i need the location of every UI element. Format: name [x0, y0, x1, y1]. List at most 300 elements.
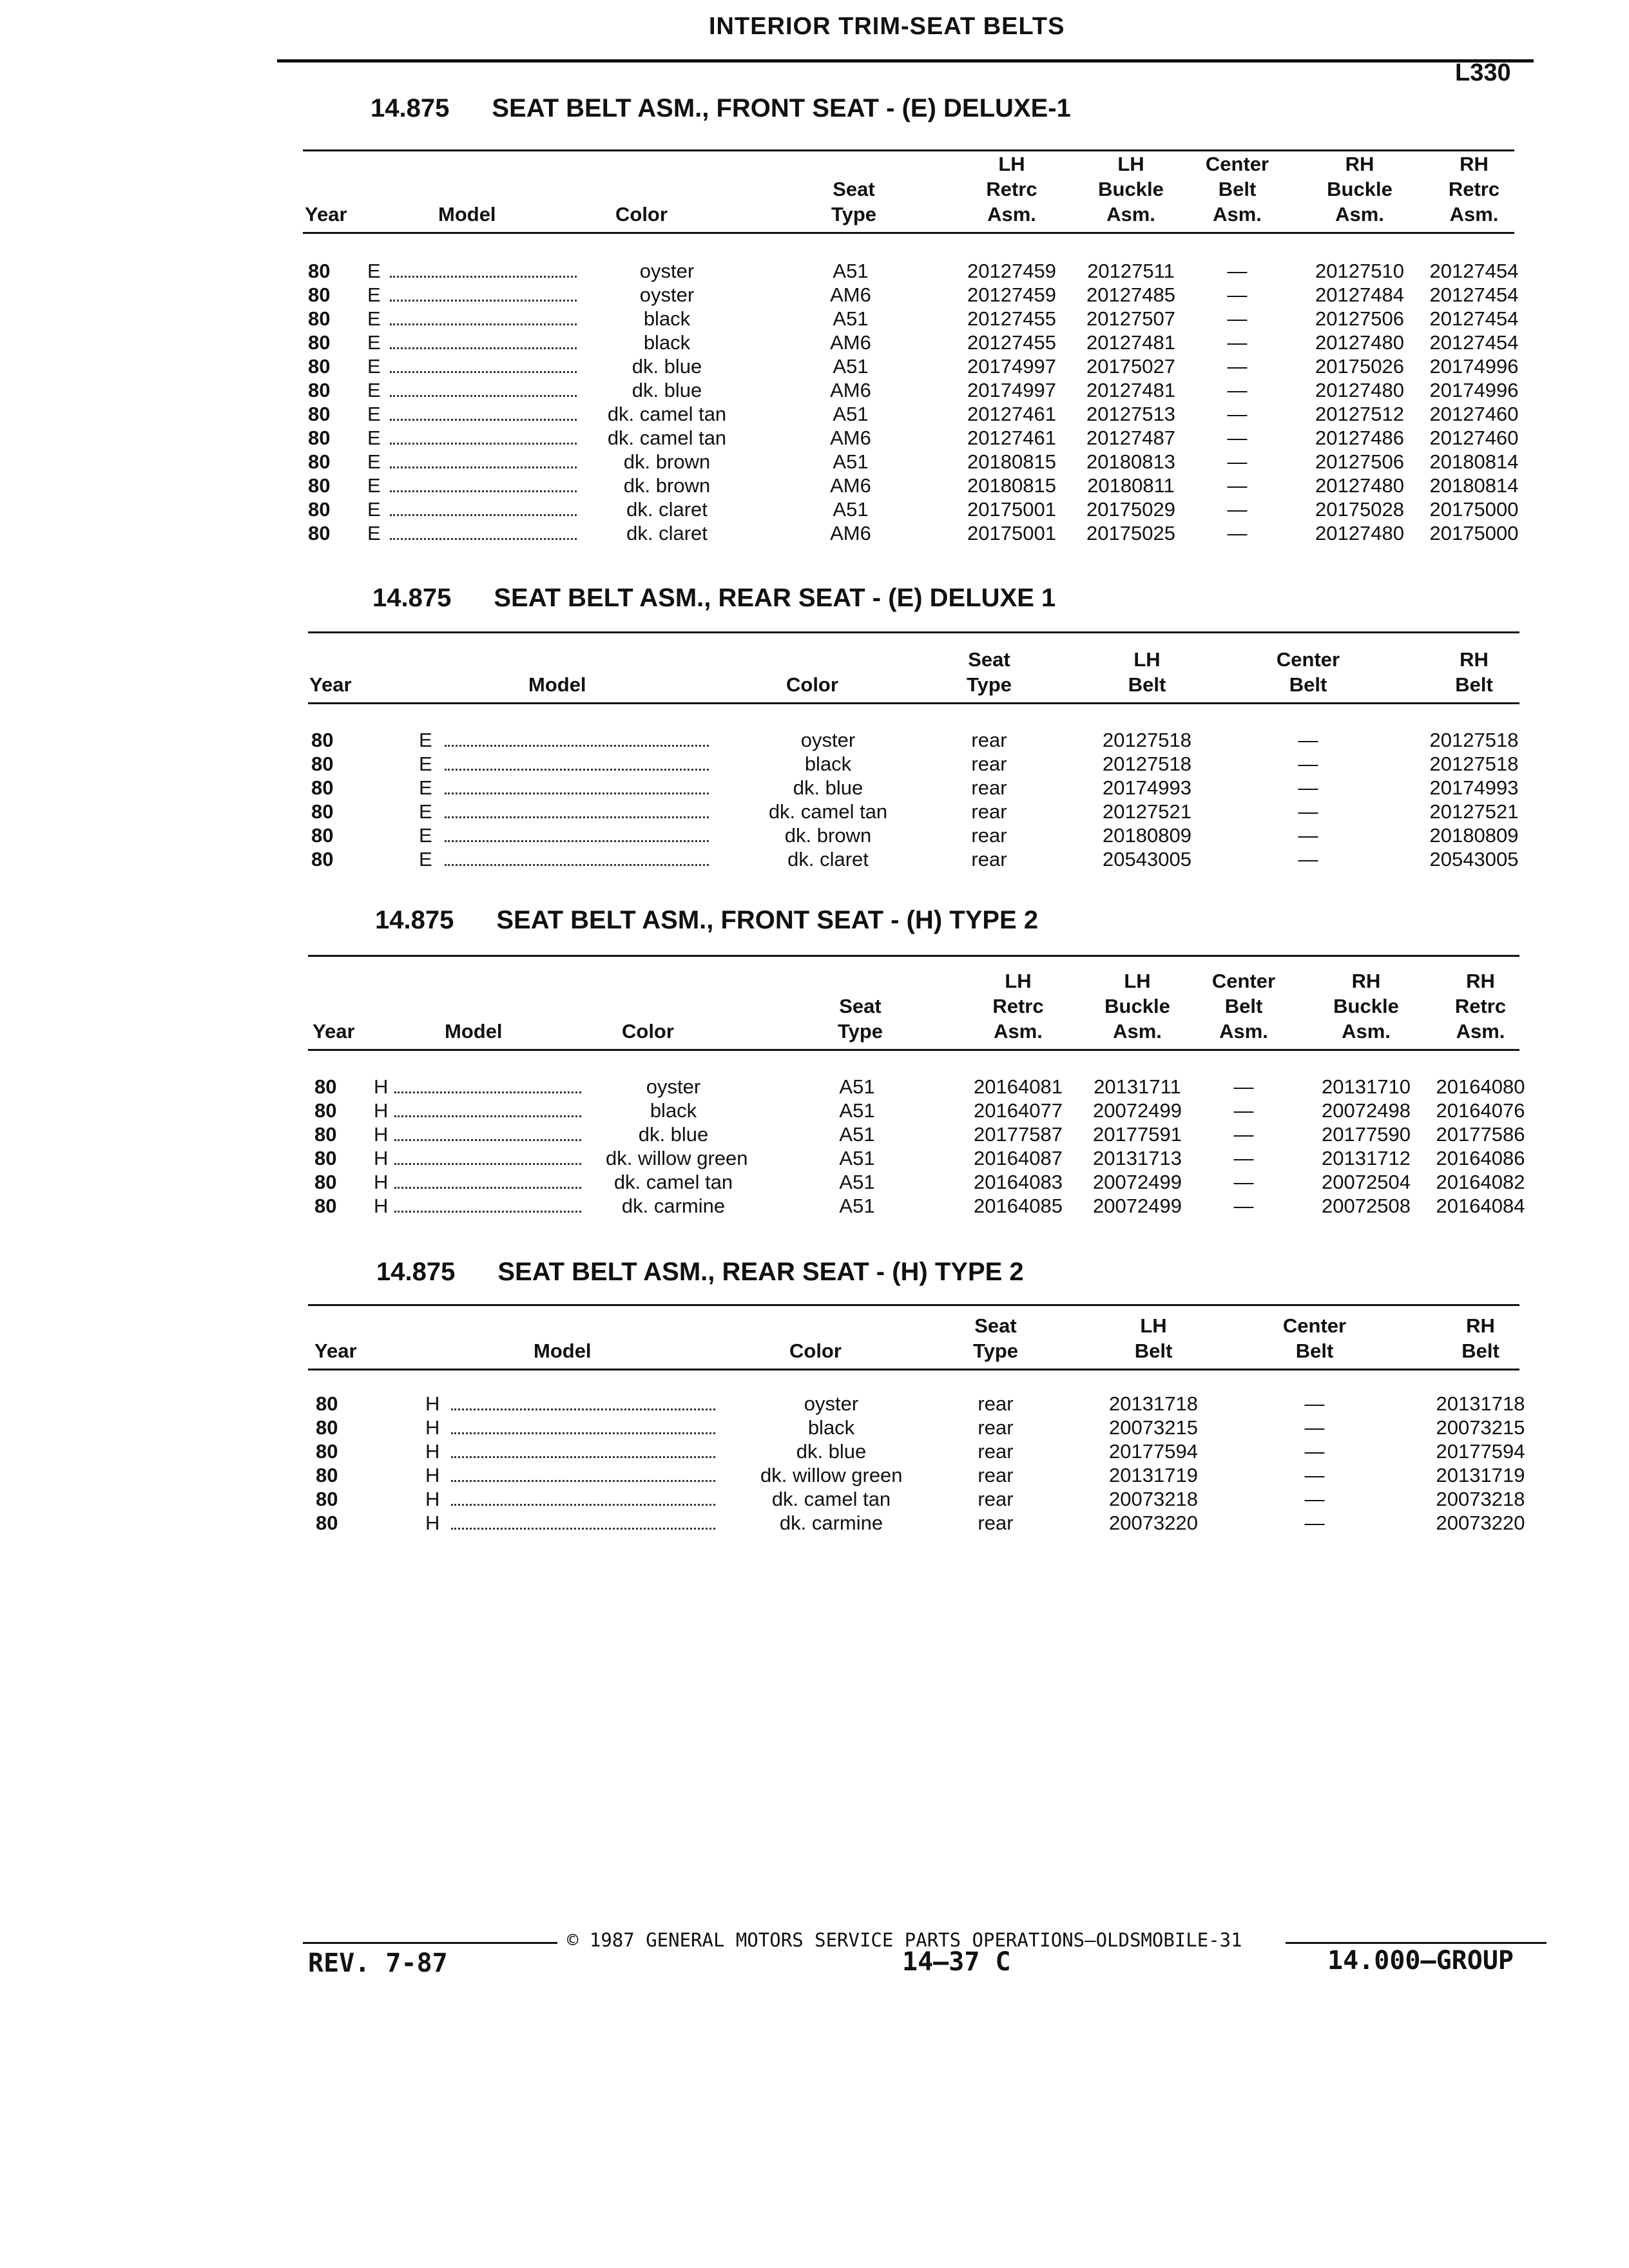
section-title	[375, 906, 1038, 935]
part-cell: 20175029	[1086, 498, 1175, 521]
column-header: LH Belt	[1134, 1314, 1173, 1362]
dot-leader	[394, 1187, 581, 1189]
part-cell: —	[1233, 1075, 1254, 1098]
header-rule	[303, 232, 1514, 234]
year-cell: 80	[314, 1195, 337, 1217]
part-cell: 20127518	[1103, 753, 1191, 775]
year-cell: 80	[311, 848, 334, 870]
part-cell: 20127521	[1103, 800, 1191, 823]
column-header: Model	[438, 203, 496, 226]
part-cell: 20177594	[1109, 1440, 1198, 1463]
part-cell: —	[1298, 824, 1318, 847]
section-title	[376, 1258, 1024, 1287]
part-cell: 20175001	[967, 498, 1056, 521]
column-header: RH Belt	[1455, 648, 1493, 696]
column-header: Center Belt Asm.	[1205, 153, 1269, 226]
part-cell: 20164084	[1436, 1195, 1525, 1217]
part-cell: 20127487	[1086, 427, 1175, 449]
model-cell: H	[374, 1075, 389, 1098]
dot-leader	[394, 1091, 581, 1093]
year-cell: 80	[308, 474, 331, 497]
part-cell: 20127459	[967, 284, 1056, 306]
model-cell: E	[419, 776, 432, 799]
column-header: Seat Type	[966, 648, 1012, 696]
model-cell: E	[419, 800, 432, 823]
column-header: Center Belt	[1282, 1314, 1347, 1362]
part-cell: 20164086	[1436, 1147, 1525, 1169]
footer-rule-right	[1286, 1942, 1547, 1944]
part-cell: 20177591	[1093, 1123, 1182, 1146]
section-heading: SEAT BELT ASM., FRONT SEAT - (E) DELUXE-1	[492, 94, 1071, 122]
part-cell: 20127484	[1315, 284, 1404, 306]
group-label: 14.000—GROUP	[1327, 1946, 1514, 1975]
part-cell: —	[1227, 284, 1248, 306]
column-header: LH Buckle Asm.	[1098, 153, 1164, 226]
part-cell: A51	[839, 1195, 875, 1217]
part-cell: 20127480	[1315, 474, 1404, 497]
part-cell: 20180814	[1429, 474, 1519, 497]
model-cell: E	[367, 403, 381, 425]
part-cell: —	[1304, 1464, 1325, 1486]
part-cell: rear	[971, 824, 1007, 847]
year-cell: 80	[314, 1075, 337, 1098]
color-cell: dk. camel tan	[613, 1171, 733, 1193]
part-cell: 20127455	[967, 331, 1056, 354]
part-cell: 20127455	[967, 307, 1056, 330]
model-cell: E	[419, 848, 432, 870]
part-cell: A51	[833, 307, 869, 330]
year-cell: 80	[308, 379, 331, 401]
part-cell: 20127485	[1086, 284, 1175, 306]
model-cell: E	[367, 450, 381, 473]
column-header: Seat Type	[837, 995, 883, 1043]
model-cell: H	[374, 1171, 389, 1193]
part-cell: 20073215	[1436, 1416, 1525, 1439]
year-cell: 80	[314, 1147, 337, 1169]
column-header: Year	[314, 1340, 357, 1362]
part-cell: 20177586	[1436, 1123, 1525, 1146]
model-cell: H	[374, 1147, 389, 1169]
year-cell: 80	[316, 1488, 338, 1510]
part-cell: rear	[971, 729, 1007, 751]
dot-leader	[451, 1528, 715, 1530]
part-cell: 20072499	[1093, 1171, 1182, 1193]
part-cell: 20180814	[1429, 450, 1519, 473]
dot-leader	[451, 1408, 715, 1410]
part-cell: —	[1298, 800, 1318, 823]
part-cell: —	[1304, 1512, 1325, 1534]
part-cell: 20127461	[967, 427, 1056, 449]
year-cell: 80	[308, 450, 331, 473]
part-cell: 20180815	[967, 474, 1056, 497]
part-cell: 20127512	[1315, 403, 1404, 425]
column-header: RH Buckle Asm.	[1333, 970, 1399, 1043]
year-cell: 80	[308, 331, 331, 354]
column-header: Model	[528, 673, 586, 696]
color-cell: dk. carmine	[621, 1195, 726, 1217]
part-cell: 20127460	[1429, 427, 1519, 449]
section-number: 14.875	[375, 906, 454, 934]
color-cell: oyster	[639, 260, 695, 282]
column-header: RH Buckle Asm.	[1327, 153, 1393, 226]
model-cell: E	[367, 474, 381, 497]
part-cell: 20177587	[974, 1123, 1063, 1146]
part-cell: —	[1233, 1123, 1254, 1146]
part-cell: —	[1227, 450, 1248, 473]
part-cell: 20127513	[1086, 403, 1175, 425]
year-cell: 80	[316, 1440, 338, 1463]
part-cell: 20164080	[1436, 1075, 1525, 1098]
model-cell: H	[374, 1099, 389, 1122]
year-cell: 80	[314, 1123, 337, 1146]
part-cell: A51	[833, 355, 869, 378]
part-cell: 20164083	[974, 1171, 1063, 1193]
column-header: Seat Type	[831, 178, 877, 226]
part-cell: 20072498	[1322, 1099, 1411, 1122]
dot-leader	[451, 1480, 715, 1482]
part-cell: 20127521	[1429, 800, 1519, 823]
model-cell: E	[367, 522, 381, 544]
part-cell: 20164077	[974, 1099, 1063, 1122]
column-header: Year	[305, 203, 347, 226]
column-header: Color	[622, 1020, 674, 1043]
model-cell: E	[419, 729, 432, 751]
color-cell: dk. carmine	[779, 1512, 883, 1534]
color-cell: dk. camel tan	[768, 800, 888, 823]
part-cell: 20177594	[1436, 1440, 1525, 1463]
part-cell: 20072499	[1093, 1195, 1182, 1217]
part-cell: 20127460	[1429, 403, 1519, 425]
part-cell: 20164076	[1436, 1099, 1525, 1122]
color-cell: oyster	[800, 729, 856, 751]
copyright-notice: © 1987 GENERAL MOTORS SERVICE PARTS OPERATIONS—OLDSMOBILE-31	[567, 1929, 1242, 1951]
year-cell: 80	[316, 1512, 338, 1534]
part-cell: 20131718	[1109, 1392, 1198, 1415]
part-cell: 20127481	[1086, 379, 1175, 401]
column-header: RH Belt	[1461, 1314, 1499, 1362]
part-cell: 20131710	[1322, 1075, 1411, 1098]
part-cell: A51	[839, 1099, 875, 1122]
dot-leader	[390, 538, 577, 540]
color-cell: dk. brown	[784, 824, 872, 847]
dot-leader	[445, 840, 709, 842]
column-header: Seat Type	[972, 1314, 1019, 1362]
part-cell: A51	[839, 1171, 875, 1193]
part-cell: rear	[971, 848, 1007, 870]
dot-leader	[390, 443, 577, 445]
part-cell: —	[1304, 1416, 1325, 1439]
part-cell: AM6	[830, 474, 871, 497]
column-header: LH Retrc Asm.	[986, 153, 1037, 226]
header-rule	[308, 1049, 1519, 1051]
model-cell: H	[425, 1416, 440, 1439]
part-cell: —	[1227, 307, 1248, 330]
part-cell: —	[1304, 1488, 1325, 1510]
part-cell: 20073218	[1109, 1488, 1198, 1510]
dot-leader	[445, 793, 709, 794]
model-cell: H	[425, 1440, 440, 1463]
part-cell: 20180809	[1429, 824, 1519, 847]
part-cell: 20174997	[967, 355, 1056, 378]
dot-leader	[390, 490, 577, 492]
part-cell: 20543005	[1429, 848, 1519, 870]
color-cell: dk. blue	[631, 379, 702, 401]
dot-leader	[390, 395, 577, 397]
color-cell: black	[804, 753, 852, 775]
part-cell: 20073220	[1436, 1512, 1525, 1534]
part-cell: A51	[839, 1147, 875, 1169]
column-header: Year	[309, 673, 352, 696]
part-cell: —	[1227, 331, 1248, 354]
part-cell: —	[1227, 522, 1248, 544]
part-cell: 20180815	[967, 450, 1056, 473]
year-cell: 80	[308, 403, 331, 425]
part-cell: 20127518	[1429, 729, 1519, 751]
year-cell: 80	[316, 1464, 338, 1486]
part-cell: 20127518	[1429, 753, 1519, 775]
column-header: LH Retrc Asm.	[992, 970, 1044, 1043]
section-heading: SEAT BELT ASM., REAR SEAT - (E) DELUXE 1	[494, 584, 1056, 612]
model-cell: E	[419, 753, 432, 775]
model-cell: E	[367, 307, 381, 330]
year-cell: 80	[308, 260, 331, 282]
part-cell: 20127506	[1315, 450, 1404, 473]
part-cell: 20072508	[1322, 1195, 1411, 1217]
part-cell: —	[1304, 1440, 1325, 1463]
model-cell: E	[367, 498, 381, 521]
part-cell: —	[1227, 474, 1248, 497]
part-cell: AM6	[830, 331, 871, 354]
part-cell: 20180811	[1087, 474, 1175, 497]
column-header: Year	[313, 1020, 355, 1043]
dot-leader	[390, 371, 577, 373]
part-cell: 20164081	[974, 1075, 1063, 1098]
part-cell: —	[1233, 1147, 1254, 1169]
part-cell: —	[1227, 379, 1248, 401]
part-cell: rear	[978, 1416, 1014, 1439]
color-cell: dk. willow green	[760, 1464, 903, 1486]
model-cell: H	[425, 1512, 440, 1534]
section-title	[372, 584, 1055, 613]
part-cell: 20127454	[1429, 260, 1519, 282]
dot-leader	[390, 300, 577, 302]
part-cell: 20127480	[1315, 379, 1404, 401]
part-cell: 20174996	[1429, 355, 1519, 378]
part-cell: A51	[839, 1075, 875, 1098]
part-cell: rear	[971, 800, 1007, 823]
part-cell: —	[1233, 1099, 1254, 1122]
section-top-rule	[308, 631, 1519, 633]
model-cell: H	[425, 1464, 440, 1486]
dot-leader	[390, 466, 577, 468]
column-header: Color	[615, 203, 668, 226]
part-cell: 20127506	[1315, 307, 1404, 330]
section-number: 14.875	[376, 1258, 456, 1286]
model-cell: E	[367, 355, 381, 378]
dot-leader	[445, 769, 709, 771]
dot-leader	[394, 1163, 581, 1165]
section-heading: SEAT BELT ASM., FRONT SEAT - (H) TYPE 2	[496, 906, 1039, 934]
section-top-rule	[308, 955, 1519, 957]
color-cell: dk. blue	[638, 1123, 709, 1146]
year-cell: 80	[311, 824, 334, 847]
part-cell: 20174993	[1429, 776, 1519, 799]
year-cell: 80	[316, 1416, 338, 1439]
dot-leader	[390, 276, 577, 278]
part-cell: 20174997	[967, 379, 1056, 401]
column-header: Model	[445, 1020, 503, 1043]
dot-leader	[390, 347, 577, 349]
part-cell: —	[1304, 1392, 1325, 1415]
part-cell: 20543005	[1103, 848, 1191, 870]
header-rule	[308, 702, 1519, 704]
year-cell: 80	[311, 800, 334, 823]
part-cell: 20180813	[1086, 450, 1175, 473]
part-cell: 20175028	[1315, 498, 1404, 521]
color-cell: dk. willow green	[606, 1147, 748, 1169]
color-cell: black	[650, 1099, 697, 1122]
dot-leader	[394, 1115, 581, 1117]
color-cell: dk. claret	[626, 522, 708, 544]
dot-leader	[394, 1139, 581, 1141]
part-cell: —	[1227, 355, 1248, 378]
part-cell: 20131719	[1436, 1464, 1525, 1486]
section-heading: SEAT BELT ASM., REAR SEAT - (H) TYPE 2	[497, 1258, 1024, 1286]
model-cell: E	[367, 331, 381, 354]
part-cell: 20127510	[1315, 260, 1404, 282]
color-cell: dk. camel tan	[607, 403, 727, 425]
part-cell: 20127459	[967, 260, 1056, 282]
model-cell: E	[367, 427, 381, 449]
part-cell: 20131713	[1093, 1147, 1182, 1169]
part-cell: 20072499	[1093, 1099, 1182, 1122]
year-cell: 80	[314, 1099, 337, 1122]
year-cell: 80	[314, 1171, 337, 1193]
part-cell: 20073218	[1436, 1488, 1525, 1510]
column-header: Color	[786, 673, 838, 696]
model-cell: E	[367, 284, 381, 306]
part-cell: 20175025	[1086, 522, 1175, 544]
color-cell: dk. blue	[631, 355, 702, 378]
section-top-rule	[308, 1304, 1519, 1306]
section-title	[371, 94, 1071, 123]
color-cell: black	[643, 331, 691, 354]
part-cell: 20131718	[1436, 1392, 1525, 1415]
dot-leader	[394, 1211, 581, 1213]
part-cell: —	[1227, 260, 1248, 282]
part-cell: AM6	[830, 284, 871, 306]
part-cell: A51	[833, 498, 869, 521]
part-cell: 20175001	[967, 522, 1056, 544]
part-cell: —	[1298, 776, 1318, 799]
part-cell: rear	[971, 776, 1007, 799]
section-number: 14.875	[371, 94, 450, 122]
color-cell: dk. brown	[623, 450, 711, 473]
part-cell: AM6	[830, 379, 871, 401]
year-cell: 80	[308, 522, 331, 544]
part-cell: 20073215	[1109, 1416, 1198, 1439]
column-header: LH Buckle Asm.	[1104, 970, 1170, 1043]
dot-leader	[390, 419, 577, 421]
part-cell: 20175027	[1086, 355, 1175, 378]
part-cell: 20164082	[1436, 1171, 1525, 1193]
part-cell: 20131719	[1109, 1464, 1198, 1486]
section-number: 14.875	[372, 584, 452, 612]
dot-leader	[445, 745, 709, 747]
part-cell: 20174993	[1103, 776, 1191, 799]
part-cell: 20127507	[1086, 307, 1175, 330]
part-cell: 20175026	[1315, 355, 1404, 378]
year-cell: 80	[308, 427, 331, 449]
part-cell: —	[1298, 753, 1318, 775]
color-cell: oyster	[646, 1075, 701, 1098]
part-cell: AM6	[830, 522, 871, 544]
header-rule	[308, 1369, 1519, 1370]
part-cell: A51	[839, 1123, 875, 1146]
model-cell: E	[419, 824, 432, 847]
color-cell: dk. claret	[626, 498, 708, 521]
color-cell: oyster	[804, 1392, 859, 1415]
part-cell: 20127481	[1086, 331, 1175, 354]
model-cell: H	[425, 1488, 440, 1510]
part-cell: 20127454	[1429, 307, 1519, 330]
dot-leader	[451, 1504, 715, 1506]
column-header: LH Belt	[1128, 648, 1166, 696]
part-cell: rear	[971, 753, 1007, 775]
part-cell: 20127518	[1103, 729, 1191, 751]
color-cell: dk. claret	[787, 848, 869, 870]
page-title: INTERIOR TRIM-SEAT BELTS	[709, 13, 1065, 40]
part-cell: —	[1233, 1171, 1254, 1193]
part-cell: A51	[833, 260, 869, 282]
part-cell: AM6	[830, 427, 871, 449]
revision-label: REV. 7-87	[308, 1948, 448, 1978]
header-rule	[277, 59, 1534, 62]
part-cell: —	[1227, 498, 1248, 521]
part-cell: 20127454	[1429, 331, 1519, 354]
part-cell: 20127454	[1429, 284, 1519, 306]
model-cell: H	[425, 1392, 440, 1415]
column-header: Color	[789, 1340, 842, 1362]
part-cell: 20175000	[1429, 498, 1519, 521]
footer-rule-left	[303, 1942, 557, 1944]
year-cell: 80	[311, 776, 334, 799]
color-cell: dk. brown	[623, 474, 711, 497]
year-cell: 80	[308, 307, 331, 330]
model-cell: E	[367, 379, 381, 401]
part-cell: 20131712	[1322, 1147, 1411, 1169]
color-cell: dk. blue	[793, 776, 863, 799]
part-cell: 20174996	[1429, 379, 1519, 401]
part-cell: rear	[978, 1512, 1014, 1534]
part-cell: 20131711	[1094, 1075, 1181, 1098]
part-cell: rear	[978, 1464, 1014, 1486]
color-cell: dk. camel tan	[771, 1488, 891, 1510]
column-header: Center Belt Asm.	[1211, 970, 1276, 1043]
model-cell: H	[374, 1195, 389, 1217]
dot-leader	[390, 514, 577, 516]
year-cell: 80	[316, 1392, 338, 1415]
part-cell: 20127480	[1315, 522, 1404, 544]
dot-leader	[451, 1432, 715, 1434]
part-cell: 20177590	[1322, 1123, 1411, 1146]
part-cell: rear	[978, 1392, 1014, 1415]
year-cell: 80	[308, 284, 331, 306]
part-cell: 20127486	[1315, 427, 1404, 449]
part-cell: rear	[978, 1440, 1014, 1463]
dot-leader	[451, 1456, 715, 1458]
year-cell: 80	[311, 729, 334, 751]
